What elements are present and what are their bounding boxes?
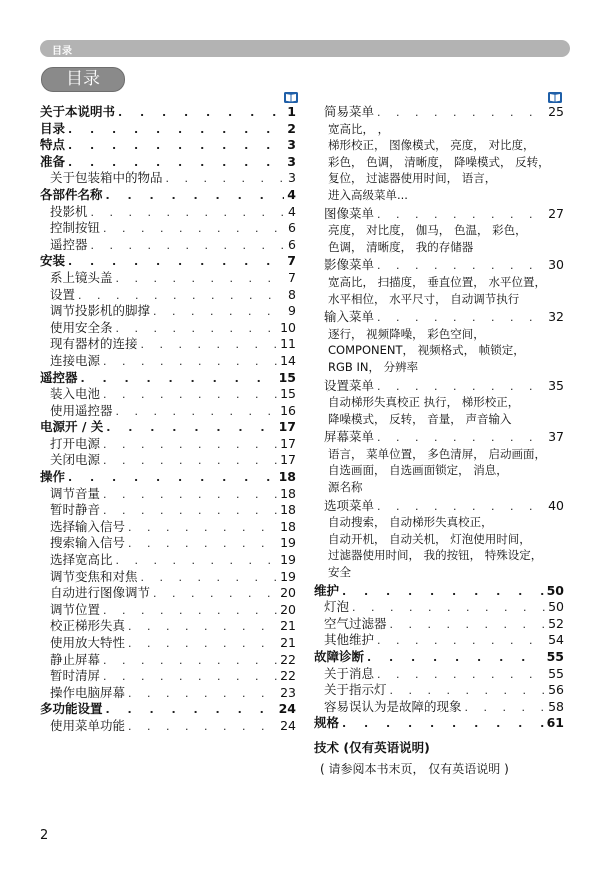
toc-entry-description: 水平相位， 水平尺寸， 自动调节执行	[328, 291, 520, 306]
toc-entry-label: 准备	[40, 153, 66, 169]
toc-entry-page: 17	[280, 435, 296, 451]
toc-group	[314, 583, 564, 600]
toc-leader-dots	[103, 437, 277, 454]
toc-leader-dots	[153, 304, 285, 321]
toc-entry-description: 亮度， 对比度， 伽马， 色温， 彩色，	[328, 223, 527, 238]
technical-section-note: ( 请参阅本书末页， 仅有英语说明 )	[320, 761, 509, 776]
toc-leader-dots	[342, 716, 544, 733]
toc-leader-dots	[116, 553, 278, 570]
toc-entry-description: 进入高级菜单...	[328, 187, 408, 202]
toc-entry-label: 灯泡	[324, 599, 350, 615]
toc-leader-dots	[103, 354, 277, 371]
toc-entry-label: 规格	[314, 715, 340, 731]
toc-entry[interactable]	[40, 486, 296, 503]
toc-entry-label: 搜索输入信号	[50, 535, 126, 551]
toc-entry-page: 18	[280, 485, 296, 501]
toc-entry-description: 色调， 清晰度， 我的存储器	[328, 239, 474, 254]
toc-leader-dots	[103, 453, 277, 470]
toc-entry-label: 其他维护	[324, 632, 375, 648]
toc-entry-label: 容易误认为是故障的现象	[324, 698, 462, 714]
toc-leader-dots	[141, 337, 278, 354]
toc-leader-dots	[116, 404, 278, 421]
toc-entry-description: 宽高比， 扫描度， 垂直位置， 水平位置，	[328, 274, 546, 289]
toc-leader-dots	[128, 636, 277, 653]
toc-entry-page: 24	[280, 717, 296, 733]
toc-entry-label: 选择宽高比	[50, 552, 113, 568]
toc-entry-label: 安装	[40, 253, 66, 269]
toc-entry[interactable]	[314, 666, 564, 683]
toc-leader-dots	[118, 105, 284, 122]
toc-entry-label: 静止屏幕	[50, 651, 101, 667]
toc-entry[interactable]	[40, 502, 296, 519]
toc-group	[314, 378, 564, 428]
toc-entry[interactable]	[40, 618, 296, 635]
toc-entry-label: 电源开 / 关	[40, 419, 104, 435]
toc-entry-label: 自动进行图像调节	[50, 585, 151, 601]
toc-entry-page: 19	[280, 552, 296, 568]
toc-entry-description: 过滤器使用时间， 我的按钮， 特殊设定，	[328, 548, 543, 563]
toc-leader-dots	[116, 321, 278, 338]
toc-section-entry[interactable]	[314, 649, 564, 666]
toc-entry-page: 3	[287, 153, 296, 169]
toc-entry[interactable]	[40, 386, 296, 403]
toc-group	[314, 616, 564, 633]
toc-entry-page: 50	[548, 599, 564, 615]
toc-group	[314, 257, 564, 307]
toc-entry-label: 维护	[314, 582, 340, 598]
toc-entry-page: 6	[288, 236, 296, 252]
toc-entry[interactable]	[40, 336, 296, 353]
toc-entry[interactable]	[40, 436, 296, 453]
toc-entry-label: 现有器材的连接	[50, 336, 138, 352]
toc-group	[314, 206, 564, 256]
toc-entry-label: 操作电脑屏幕	[50, 684, 126, 700]
toc-entry-page: 15	[278, 369, 296, 385]
toc-entry-label: 调节位置	[50, 601, 101, 617]
toc-leader-dots	[377, 310, 545, 327]
toc-leader-dots	[390, 683, 546, 700]
toc-section-entry[interactable]	[40, 419, 296, 436]
toc-section-entry[interactable]	[40, 701, 296, 718]
toc-entry[interactable]	[40, 585, 296, 602]
toc-entry-page: 37	[548, 429, 564, 445]
toc-entry-page: 55	[548, 665, 564, 681]
toc-entry-label: 设置	[50, 286, 76, 302]
toc-entry-label: 关于消息	[324, 665, 375, 681]
page-number: 2	[40, 828, 49, 843]
toc-entry-label: 使用安全条	[50, 319, 113, 335]
toc-entry-description: 梯形校正， 图像模式， 亮度， 对比度，	[328, 138, 535, 153]
toc-entry-page: 2	[287, 120, 296, 136]
toc-entry-description: 自动搜索， 自动梯形失真校正，	[328, 515, 493, 530]
toc-leader-dots	[103, 503, 277, 520]
toc-entry-label: 特点	[40, 137, 66, 153]
toc-section-entry[interactable]	[314, 715, 564, 732]
toc-entry-page: 11	[280, 336, 296, 352]
toc-leader-dots	[377, 633, 545, 650]
toc-entry[interactable]	[314, 429, 564, 446]
toc-entry[interactable]	[40, 452, 296, 469]
toc-leader-dots	[68, 470, 276, 487]
toc-entry-page: 32	[548, 309, 564, 325]
toc-entry-label: 选择输入信号	[50, 518, 126, 534]
toc-entry-page: 10	[280, 319, 296, 335]
toc-leader-dots	[377, 258, 545, 275]
book-icon	[284, 92, 298, 103]
header-section-label: 目录	[52, 46, 72, 57]
toc-entry-label: 校正梯形失真	[50, 618, 126, 634]
toc-entry-page: 22	[280, 668, 296, 684]
toc-leader-dots	[128, 619, 277, 636]
toc-entry-label: 暂时静音	[50, 502, 101, 518]
toc-entry-label: 关于包装箱中的物品	[50, 170, 163, 186]
toc-entry-description: COMPONENT， 视频格式， 帧锁定，	[328, 343, 525, 358]
toc-entry-label: 控制按钮	[50, 220, 101, 236]
toc-entry-label: 输入菜单	[324, 309, 375, 325]
toc-entry-page: 17	[280, 452, 296, 468]
toc-entry-description: 宽高比， ，	[328, 121, 390, 136]
toc-entry-description: 语言， 菜单位置， 多色清屏， 启动画面，	[328, 446, 546, 461]
toc-entry[interactable]	[40, 287, 296, 304]
toc-entry[interactable]	[40, 685, 296, 702]
toc-entry[interactable]	[40, 204, 296, 221]
toc-entry-label: 简易菜单	[324, 104, 375, 119]
toc-entry-page: 17	[278, 419, 296, 435]
toc-entry-label: 操作	[40, 469, 66, 485]
toc-leader-dots	[377, 499, 545, 516]
toc-entry-page: 3	[287, 137, 296, 153]
toc-leader-dots	[106, 188, 285, 205]
toc-entry[interactable]	[40, 652, 296, 669]
toc-entry-page: 35	[548, 377, 564, 393]
toc-entry-page: 3	[288, 170, 296, 186]
toc-entry-page: 19	[280, 568, 296, 584]
toc-leader-dots	[377, 430, 545, 447]
toc-leader-dots	[153, 586, 277, 603]
toc-entry-label: 使用遥控器	[50, 402, 113, 418]
toc-entry-description: 逐行， 视频降噪， 彩色空间，	[328, 326, 485, 341]
page-title: 目录	[41, 67, 125, 92]
toc-section-entry[interactable]	[40, 154, 296, 171]
toc-entry-label: 设置菜单	[324, 377, 375, 393]
toc-entry-label: 系上镜头盖	[50, 269, 113, 285]
toc-leader-dots	[390, 617, 546, 634]
toc-section-entry[interactable]	[40, 187, 296, 204]
toc-leader-dots	[103, 487, 277, 504]
toc-entry-page: 21	[280, 635, 296, 650]
toc-entry-page: 40	[548, 497, 564, 513]
toc-leader-dots	[106, 420, 275, 437]
toc-entry-label: 影像菜单	[324, 257, 375, 273]
toc-leader-dots	[103, 221, 285, 238]
toc-entry-label: 故障诊断	[314, 649, 365, 664]
toc-entry-label: 目录	[40, 120, 66, 136]
toc-section-entry[interactable]	[40, 104, 296, 121]
toc-entry[interactable]	[40, 403, 296, 420]
toc-leader-dots	[68, 155, 284, 172]
toc-entry[interactable]	[314, 378, 564, 395]
toc-leader-dots	[68, 138, 284, 155]
toc-group	[314, 632, 564, 649]
toc-entry-page: 55	[546, 649, 564, 664]
toc-entry-label: 装入电池	[50, 386, 101, 402]
toc-entry-page: 24	[278, 701, 296, 717]
toc-entry-page: 58	[548, 698, 564, 714]
toc-entry[interactable]	[40, 353, 296, 370]
toc-entry[interactable]	[40, 303, 296, 320]
toc-leader-dots	[128, 520, 277, 537]
toc-entry-page: 4	[288, 203, 296, 219]
toc-entry[interactable]	[314, 206, 564, 223]
toc-entry-page: 23	[280, 684, 296, 700]
toc-entry-page: 18	[280, 518, 296, 534]
toc-entry[interactable]	[314, 632, 564, 649]
toc-leader-dots	[166, 171, 286, 188]
toc-entry-page: 1	[287, 104, 296, 119]
toc-entry[interactable]	[40, 668, 296, 685]
toc-group	[314, 429, 564, 495]
toc-entry-label: 连接电源	[50, 352, 101, 368]
book-icon	[548, 92, 562, 103]
toc-entry-page: 15	[280, 386, 296, 402]
toc-entry-label: 调节音量	[50, 485, 101, 501]
toc-entry-page: 4	[287, 186, 296, 202]
toc-entry-page: 25	[548, 104, 564, 119]
toc-entry-description: 安全	[328, 565, 351, 580]
toc-entry-page: 27	[548, 205, 564, 221]
toc-leader-dots	[352, 600, 545, 617]
toc-entry[interactable]	[40, 519, 296, 536]
toc-entry-page: 52	[548, 615, 564, 631]
toc-leader-dots	[128, 536, 277, 553]
toc-entry-label: 使用放大特性	[50, 635, 126, 650]
toc-leader-dots	[141, 570, 278, 587]
toc-entry-page: 21	[280, 618, 296, 634]
toc-entry-label: 屏幕菜单	[324, 429, 375, 445]
toc-entry-label: 调节变焦和对焦	[50, 568, 138, 584]
toc-entry-page: 18	[280, 502, 296, 518]
toc-leader-dots	[68, 122, 284, 139]
toc-leader-dots	[91, 238, 286, 255]
toc-group	[314, 682, 564, 699]
toc-entry-page: 50	[546, 582, 564, 598]
toc-entry-label: 遥控器	[40, 369, 78, 385]
toc-entry[interactable]	[40, 220, 296, 237]
toc-entry[interactable]	[314, 616, 564, 633]
toc-entry-description: 源名称	[328, 480, 363, 495]
toc-right-column	[314, 104, 564, 777]
toc-entry-label: 投影机	[50, 203, 88, 219]
toc-section-entry[interactable]	[40, 137, 296, 154]
toc-entry[interactable]	[314, 699, 564, 716]
toc-leader-dots	[377, 379, 545, 396]
toc-entry-label: 暂时清屏	[50, 668, 101, 684]
toc-entry-description: 彩色， 色调， 清晰度， 降噪模式， 反转，	[328, 154, 550, 169]
toc-leader-dots	[91, 205, 286, 222]
toc-leader-dots	[377, 207, 545, 224]
toc-entry[interactable]	[40, 320, 296, 337]
toc-entry-page: 14	[280, 352, 296, 368]
toc-section-entry[interactable]	[40, 253, 296, 270]
toc-entry-label: 调节投影机的脚撑	[50, 303, 151, 319]
toc-leader-dots	[377, 105, 545, 122]
toc-entry-label: 各部件名称	[40, 186, 103, 202]
toc-leader-dots	[377, 667, 545, 684]
toc-section-entry[interactable]	[40, 370, 296, 387]
toc-entry[interactable]	[40, 552, 296, 569]
toc-leader-dots	[116, 271, 286, 288]
toc-group	[314, 699, 564, 716]
toc-leader-dots	[78, 288, 285, 305]
toc-entry-page: 19	[280, 535, 296, 551]
technical-section-title: 技术 (仅有英语说明)	[314, 739, 430, 755]
toc-entry[interactable]	[314, 309, 564, 326]
toc-entry[interactable]	[40, 635, 296, 652]
toc-entry[interactable]	[40, 170, 296, 187]
toc-leader-dots	[103, 653, 277, 670]
toc-entry-label: 关于本说明书	[40, 104, 116, 119]
toc-entry-label: 关于指示灯	[324, 682, 387, 698]
toc-group	[314, 599, 564, 616]
toc-entry[interactable]	[40, 569, 296, 586]
toc-group	[314, 649, 564, 666]
toc-entry-page: 18	[278, 469, 296, 485]
toc-entry-description: 自选画面， 自选画面锁定， 消息，	[328, 463, 508, 478]
toc-entry-description: 自动开机， 自动关机， 灯泡使用时间，	[328, 531, 531, 546]
toc-entry-page: 20	[280, 585, 296, 601]
toc-leader-dots	[128, 686, 277, 703]
toc-leader-dots	[465, 700, 546, 717]
toc-entry[interactable]	[40, 270, 296, 287]
toc-entry-label: 使用菜单功能	[50, 717, 126, 733]
toc-entry-page: 8	[288, 286, 296, 302]
toc-leader-dots	[128, 719, 277, 736]
toc-entry[interactable]	[314, 104, 564, 121]
toc-entry[interactable]	[40, 718, 296, 735]
toc-entry[interactable]	[40, 237, 296, 254]
toc-group	[314, 104, 564, 204]
toc-entry[interactable]	[40, 602, 296, 619]
toc-entry-page: 9	[288, 303, 296, 319]
toc-group	[314, 666, 564, 683]
toc-entry-page: 61	[546, 715, 564, 731]
toc-entry-description: 复位， 过滤器使用时间， 语言，	[328, 171, 497, 186]
toc-leader-dots	[103, 387, 277, 404]
toc-entry-page: 56	[548, 682, 564, 698]
toc-entry-label: 打开电源	[50, 435, 101, 451]
toc-leader-dots	[367, 650, 544, 667]
toc-group	[314, 715, 564, 732]
toc-entry[interactable]	[314, 599, 564, 616]
toc-group	[314, 309, 564, 375]
toc-entry-label: 遥控器	[50, 236, 88, 252]
toc-leader-dots	[106, 702, 276, 719]
toc-entry-label: 关闭电源	[50, 452, 101, 468]
toc-entry[interactable]	[314, 498, 564, 515]
toc-section-entry[interactable]	[40, 469, 296, 486]
toc-entry-label: 空气过滤器	[324, 615, 387, 631]
header-bar	[40, 40, 570, 57]
toc-entry[interactable]	[314, 682, 564, 699]
toc-entry[interactable]	[314, 257, 564, 274]
toc-entry-page: 54	[548, 632, 564, 648]
toc-leader-dots	[103, 603, 277, 620]
toc-entry-label: 图像菜单	[324, 205, 375, 221]
toc-leader-dots	[68, 254, 284, 271]
toc-entry[interactable]	[40, 535, 296, 552]
toc-entry-page: 20	[280, 601, 296, 617]
toc-entry-page: 7	[288, 269, 296, 285]
toc-leader-dots	[103, 669, 277, 686]
toc-leader-dots	[342, 584, 544, 601]
toc-leader-dots	[81, 371, 276, 388]
toc-left-column	[40, 104, 296, 735]
toc-entry-description: 自动梯形失真校正 执行， 梯形校正，	[328, 395, 520, 410]
toc-entry-page: 7	[287, 253, 296, 269]
toc-entry-page: 16	[280, 402, 296, 418]
toc-entry-label: 多功能设置	[40, 701, 103, 717]
toc-entry-description: 降噪模式， 反转， 音量， 声音输入	[328, 411, 512, 426]
toc-entry-page: 22	[280, 651, 296, 667]
toc-entry-description: RGB IN， 分辨率	[328, 359, 419, 374]
toc-group	[314, 498, 564, 581]
toc-entry-page: 30	[548, 257, 564, 273]
toc-entry-label: 选项菜单	[324, 497, 375, 513]
toc-entry-page: 6	[288, 220, 296, 236]
toc-section-entry[interactable]	[40, 121, 296, 138]
toc-section-entry[interactable]	[314, 583, 564, 600]
